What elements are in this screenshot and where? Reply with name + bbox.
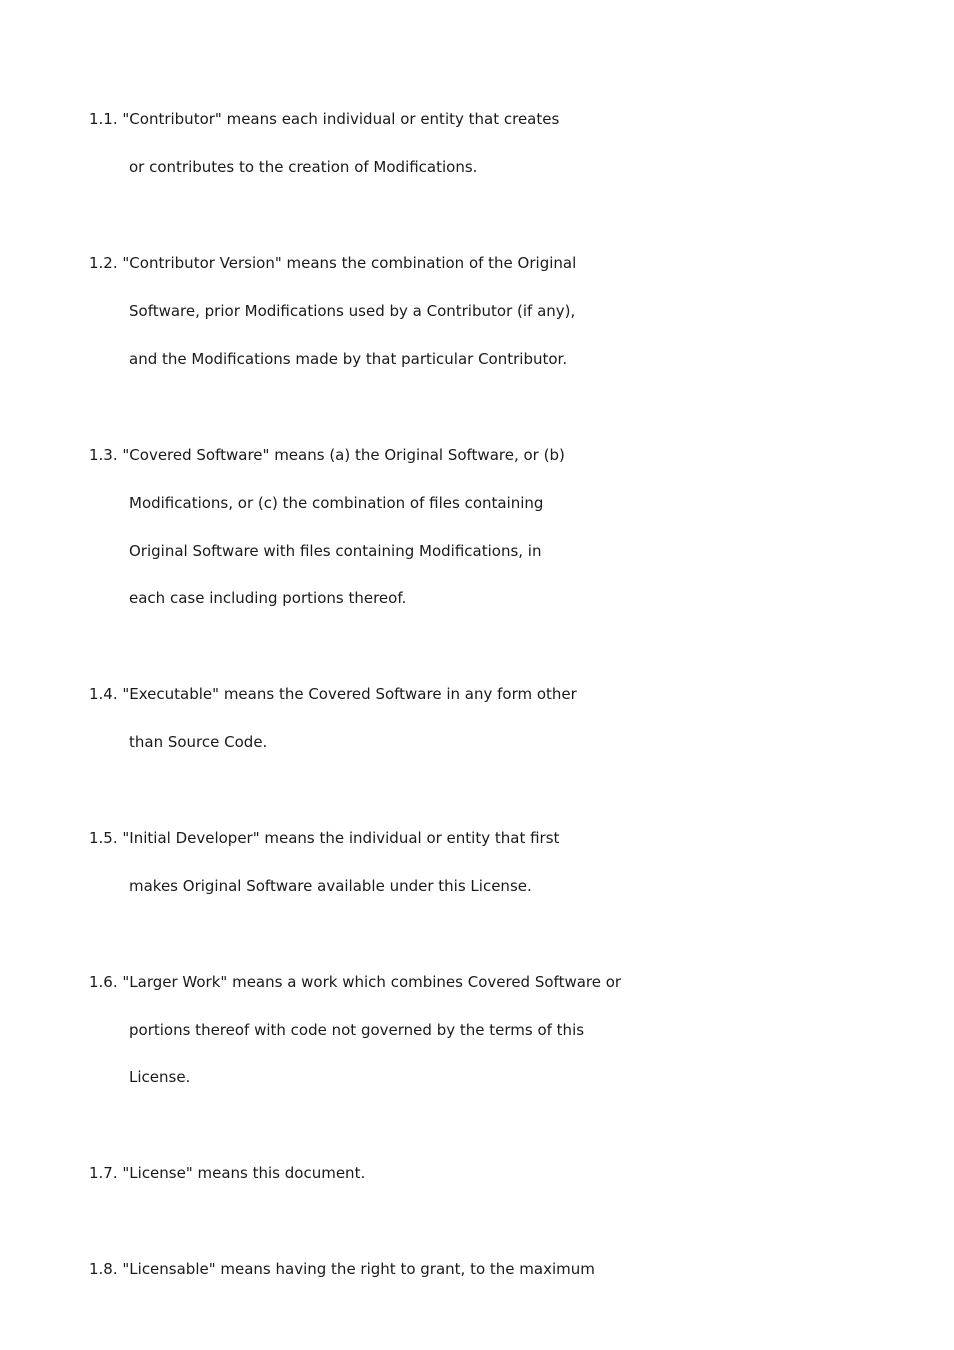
definition-1-2-line-3: and the Modifications made by that particular Contributor. xyxy=(129,350,568,368)
definition-1-6-line-3: License. xyxy=(129,1068,191,1086)
definition-1-2-line-1: 1.2. "Contributor Version" means the combination of the Original xyxy=(89,254,577,272)
definition-1-3-line-2: Modifications, or (c) the combination of files containing xyxy=(129,494,544,512)
definition-1-6-line-1: 1.6. "Larger Work" means a work which combines Covered Software or xyxy=(89,973,622,991)
definition-1-3-line-1: 1.3. "Covered Software" means (a) the Original Software, or (b) xyxy=(89,446,565,464)
definition-1-6-line-2: portions thereof with code not governed by the terms of this xyxy=(129,1021,585,1039)
definition-1-5-line-1: 1.5. "Initial Developer" means the individual or entity that first xyxy=(89,829,560,847)
definition-1-1-line-2: or contributes to the creation of Modifications. xyxy=(129,158,478,176)
definition-1-5-line-2: makes Original Software available under this License. xyxy=(129,877,532,895)
definition-1-4-line-1: 1.4. "Executable" means the Covered Software in any form other xyxy=(89,685,577,703)
definition-1-1-line-1: 1.1. "Contributor" means each individual or entity that creates xyxy=(89,110,560,128)
definition-1-2-line-2: Software, prior Modifications used by a Contributor (if any), xyxy=(129,302,576,320)
definition-1-7-line-1: 1.7. "License" means this document. xyxy=(89,1164,366,1182)
definition-1-4-line-2: than Source Code. xyxy=(129,733,268,751)
definition-1-3-line-3: Original Software with files containing Modifications, in xyxy=(129,542,542,560)
definition-1-8-line-1: 1.8. "Licensable" means having the right to grant, to the maximum xyxy=(89,1260,595,1278)
definition-1-3-line-4: each case including portions thereof. xyxy=(129,589,407,607)
